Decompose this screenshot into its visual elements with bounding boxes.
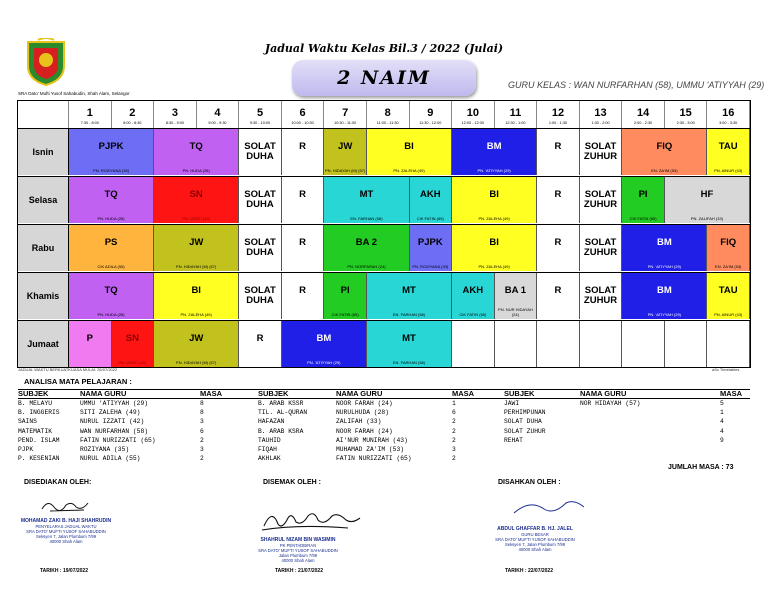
hours: 2 <box>452 436 456 444</box>
hours: 8 <box>200 409 204 417</box>
period-header <box>112 101 155 128</box>
lesson-teacher: EN. FARHAN (58) <box>392 312 426 317</box>
lesson-subject: PS <box>104 237 118 248</box>
lesson-subject: SOLAT ZUHUR <box>583 237 618 258</box>
subject-name: MATEMATIK <box>18 427 53 435</box>
lesson-subject: R <box>554 189 562 200</box>
lesson-subject: SN <box>189 189 203 200</box>
period-time: 3:00 - 3:30 <box>719 121 738 125</box>
day-row <box>18 320 750 367</box>
hours: 1 <box>720 409 724 417</box>
lesson-subject: SOLAT ZUHUR <box>583 285 618 306</box>
lesson-cell <box>580 177 623 223</box>
lesson-cell <box>410 177 453 223</box>
date-approved: TARIKH : 22/07/2022 <box>505 568 553 574</box>
class-teacher: GURU KELAS : WAN NURFARHAN (58), UMMU 'ATIYYAH (29) <box>508 80 765 90</box>
teacher-name: NURUL IZZATI (42) <box>80 418 145 426</box>
subject-name: PJPK <box>18 446 34 453</box>
lesson-subject: R <box>299 141 307 152</box>
lesson-subject: TQ <box>104 285 118 296</box>
lesson-subject: R <box>554 285 562 296</box>
stamp-checked: SHAHRUL NIZAM BIN WASIMIN PK PENTADBIRAN SRA DATO' MUFTI YUSOF SAHABUDDIN Jalan Plumbum 7/99 40000 Shah Alam <box>258 537 338 563</box>
lesson-teacher: PN. AINUR (43) <box>714 168 743 173</box>
lesson-teacher: CIK FATIN (65) <box>331 312 359 317</box>
subject-name: B. INGGERIS <box>18 409 60 417</box>
period-number: 8 <box>384 107 391 119</box>
lesson-teacher: CIK FATIN (65) <box>416 216 444 221</box>
lesson-teacher: PN. HUDA (28) <box>97 312 125 317</box>
lesson-subject: MT <box>359 189 374 200</box>
hours: 2 <box>452 427 456 435</box>
lesson-cell <box>452 321 495 367</box>
teacher-name: UMMU 'ATIYYAH (29) <box>80 400 149 407</box>
lesson-teacher: CIK FATIN (65) <box>629 216 657 221</box>
period-header <box>665 101 708 128</box>
lesson-subject: SOLAT ZUHUR <box>583 141 618 162</box>
period-time: 7:30 - 8:00 <box>80 121 99 125</box>
lesson-subject: R <box>256 333 264 344</box>
lesson-cell <box>69 273 154 319</box>
lesson-subject: BI <box>489 237 499 248</box>
lesson-subject: R <box>299 237 307 248</box>
lesson-cell <box>495 321 538 367</box>
period-header <box>580 101 623 128</box>
lesson-cell <box>69 129 154 175</box>
lesson-subject: TAU <box>718 285 738 296</box>
subject-col-header: SUBJEK <box>504 389 535 398</box>
lesson-cell <box>154 321 239 367</box>
period-number: 13 <box>594 107 607 119</box>
period-number: 5 <box>256 107 264 119</box>
lesson-subject: BA 2 <box>355 237 378 248</box>
period-number: 15 <box>679 107 692 119</box>
signature-3 <box>510 497 590 519</box>
signature-1 <box>38 495 98 517</box>
period-header <box>282 101 325 128</box>
subject-name: TAUHID <box>258 436 281 444</box>
lesson-teacher: EN. FARHAN (58) <box>392 360 426 365</box>
lesson-cell <box>324 225 409 271</box>
lesson-teacher: EN. ZA'IM (53) <box>715 264 742 269</box>
hours: 9 <box>720 436 724 444</box>
school-name: SRA Dato' Mufti Yusof Sahabudin, Shah Alam, Selangor <box>18 91 130 96</box>
period-time: 9:00 - 9:30 <box>208 121 227 125</box>
subject-name: P. KESENIAN <box>18 455 60 463</box>
period-number: 10 <box>466 107 479 119</box>
period-time: 12:00 - 12:30 <box>461 121 485 125</box>
lesson-cell <box>154 273 239 319</box>
subject-name: B. ARAB KSSR <box>258 400 304 407</box>
lesson-cell <box>707 273 750 319</box>
hours: 4 <box>720 418 724 426</box>
lesson-cell <box>239 225 282 271</box>
lesson-cell <box>707 321 750 367</box>
day-label: Selasa <box>18 177 69 223</box>
stamp-approved: ABDUL GHAFFAR B. HJ. JALEL GURU BESAR SRA DATO' MUFTI YUSOF SAHABUDDIN Seksyen 7, Jalan Plumbum 7/99 40000 Shah Alam <box>495 526 575 552</box>
hours: 2 <box>200 455 204 463</box>
hours: 2 <box>452 418 456 426</box>
lesson-subject: JW <box>189 237 204 248</box>
period-number: 9 <box>427 107 434 119</box>
period-time: 9:30 - 10:00 <box>249 121 271 125</box>
hours: 4 <box>720 427 724 435</box>
lesson-subject: SOLAT DUHA <box>244 141 276 162</box>
lesson-teacher: PN. ROZIYANA (33) <box>412 264 449 269</box>
period-time: 2:30 - 3:00 <box>676 121 695 125</box>
lesson-cell <box>367 273 452 319</box>
lesson-subject: JW <box>338 141 353 152</box>
prepared-by-label: DISEDIAKAN OLEH: <box>24 479 92 486</box>
period-header <box>622 101 665 128</box>
lesson-subject: JW <box>189 333 204 344</box>
lesson-cell <box>112 321 155 367</box>
lesson-subject: BA 1 <box>504 285 527 296</box>
hours: 2 <box>452 455 456 463</box>
lesson-subject: SOLAT DUHA <box>244 189 276 210</box>
lesson-cell <box>282 273 325 319</box>
period-header <box>324 101 367 128</box>
subject-name: SAINS <box>18 418 37 426</box>
lesson-cell <box>324 273 367 319</box>
lesson-subject: FIQ <box>720 237 737 248</box>
period-header <box>537 101 580 128</box>
subject-col-header: NAMA GURU <box>80 389 127 398</box>
period-header <box>495 101 538 128</box>
hours: 2 <box>200 436 204 444</box>
lesson-cell <box>452 129 537 175</box>
lesson-teacher: PN. 'ATIYYAH (29) <box>307 360 341 365</box>
teacher-name: WAN NURFARHAN (58) <box>80 427 149 435</box>
teacher-name: FATIN NURIZZATI (65) <box>336 455 412 463</box>
period-number: 2 <box>129 107 136 119</box>
lesson-teacher: PN. NUR HIDAYAH (24) <box>498 307 533 317</box>
subject-col-header: MASA <box>452 389 475 398</box>
hours: 1 <box>452 400 456 407</box>
lesson-cell <box>580 225 623 271</box>
lesson-teacher: PN. HIDAYAH (M) (57) <box>325 168 366 173</box>
teacher-name: AI'NUR MUNIRAH (43) <box>336 436 408 444</box>
period-header <box>154 101 197 128</box>
date-checked: TARIKH : 21/07/2022 <box>275 568 323 574</box>
lesson-cell <box>537 225 580 271</box>
day-row <box>18 272 750 319</box>
period-time: 2:00 - 2:30 <box>634 121 653 125</box>
subject-name: B. ARAB KSRA <box>258 427 304 435</box>
lesson-subject: PJPK <box>417 237 443 248</box>
subject-name: PEND. ISLAM <box>18 436 60 444</box>
period-number: 12 <box>551 107 565 119</box>
day-label: Isnin <box>18 129 69 175</box>
subject-name: REHAT <box>504 436 523 444</box>
period-time: 8:00 - 8:30 <box>123 121 142 125</box>
header-corner <box>18 101 69 128</box>
lesson-cell <box>537 177 580 223</box>
class-name: 2 NAIM <box>292 60 476 96</box>
period-header <box>707 101 750 128</box>
analysis-title: ANALISA MATA PELAJARAN : <box>24 377 132 386</box>
lesson-subject: BM <box>486 141 502 152</box>
lesson-cell <box>495 273 538 319</box>
lesson-cell <box>239 177 282 223</box>
lesson-subject: BI <box>404 141 414 152</box>
lesson-cell <box>154 129 239 175</box>
lesson-cell <box>69 177 154 223</box>
subject-name: TIL. AL-QURAN <box>258 409 308 417</box>
hours: 5 <box>720 400 724 407</box>
lesson-cell <box>622 177 665 223</box>
period-time: 1:00 - 1:30 <box>548 121 568 125</box>
lesson-teacher: PN. ZALEHA (49) <box>393 168 425 173</box>
lesson-subject: TQ <box>104 189 118 200</box>
lesson-teacher: PN. IZZATI (42) <box>118 360 147 365</box>
lesson-cell <box>622 273 707 319</box>
subject-col-header: SUBJEK <box>18 389 49 398</box>
subject-col-header: NAMA GURU <box>336 389 383 398</box>
lesson-subject: R <box>554 237 562 248</box>
checked-by-label: DISEMAK OLEH : <box>263 479 321 486</box>
period-header <box>69 101 112 128</box>
lesson-subject: R <box>299 189 307 200</box>
period-number: 14 <box>636 107 650 119</box>
lesson-teacher: PN. ZALEHA (49) <box>180 312 212 317</box>
period-header <box>410 101 453 128</box>
lesson-subject: R <box>299 285 307 296</box>
signature-2 <box>258 504 368 536</box>
lesson-teacher: PN. ZALEHA (49) <box>478 216 510 221</box>
timetable-grid <box>17 100 751 368</box>
lesson-cell <box>282 129 325 175</box>
period-header <box>197 101 240 128</box>
lesson-cell <box>324 129 367 175</box>
lesson-teacher: PN. HUDA (28) <box>97 216 125 221</box>
subject-name: SOLAT DUHA <box>504 418 542 426</box>
hours: 3 <box>200 418 204 426</box>
teacher-name: ZALIFAH (33) <box>336 418 382 426</box>
period-time: 10:00 - 10:30 <box>291 121 314 125</box>
subject-name: AKHLAK <box>258 455 281 463</box>
lesson-cell <box>69 321 112 367</box>
lesson-cell <box>282 177 325 223</box>
teacher-name: ROZIYANA (35) <box>80 446 130 453</box>
lesson-cell <box>367 129 452 175</box>
lesson-cell <box>282 225 325 271</box>
day-row <box>18 176 750 223</box>
lesson-subject: PJPK <box>98 141 124 152</box>
lesson-teacher: PN. ZALEHA (49) <box>478 264 510 269</box>
lesson-cell <box>580 129 623 175</box>
subject-col-header: SUBJEK <box>258 389 289 398</box>
lesson-cell <box>707 225 750 271</box>
lesson-subject: BM <box>656 237 672 248</box>
lesson-subject: TAU <box>718 141 738 152</box>
approved-by-label: DISAHKAN OLEH : <box>498 479 561 486</box>
hours: 6 <box>452 409 456 417</box>
lesson-cell <box>665 177 750 223</box>
teacher-name: MUHAMAD ZA'IM (53) <box>336 446 405 453</box>
period-time: 1:30 - 2:00 <box>591 121 610 125</box>
lesson-cell <box>537 321 580 367</box>
period-number: 1 <box>86 107 93 119</box>
lesson-cell <box>324 177 409 223</box>
period-header <box>239 101 282 128</box>
lesson-teacher: PN. IZZATI (42) <box>182 216 211 221</box>
subject-col-header: MASA <box>200 389 223 398</box>
lesson-cell <box>452 177 537 223</box>
lesson-cell <box>282 321 367 367</box>
lesson-cell <box>537 273 580 319</box>
lesson-subject: MT <box>402 333 416 344</box>
lesson-subject: TQ <box>189 141 203 152</box>
lesson-cell <box>622 225 707 271</box>
lesson-subject: MT <box>402 285 416 296</box>
lesson-teacher: PN. ROZIYANA (35) <box>93 168 130 173</box>
period-number: 4 <box>214 107 221 119</box>
lesson-cell <box>452 225 537 271</box>
period-header <box>452 101 495 128</box>
lesson-cell <box>367 321 452 367</box>
period-time: 11:00 - 11:30 <box>376 121 399 125</box>
stamp-prepared: MOHAMAD ZAKI B. HAJI SHAHRUDIN PENYELARAS JADUAL WAKTU SRA DATO' MUFTI YUSOF SAHABUDDIN Seksyen 7, Jalan Plumbum 7/99 40000 Shah Alam <box>20 518 112 544</box>
lesson-subject: BI <box>191 285 201 296</box>
period-time: 8:30 - 9:00 <box>165 121 184 125</box>
lesson-subject: HF <box>700 189 714 200</box>
lesson-teacher: EN. ZA'IM (53) <box>651 168 678 173</box>
hours: 6 <box>200 427 204 435</box>
teacher-name: NOOR FARAH (24) <box>336 427 393 435</box>
lesson-cell <box>239 321 282 367</box>
lesson-teacher: CIK FATIN (65) <box>459 312 487 317</box>
lesson-subject: FIQ <box>656 141 673 152</box>
lesson-cell <box>707 129 750 175</box>
period-number: 3 <box>171 107 178 119</box>
effective-date-note: JADUAL WAKTU BERKUATKUASA MULAI: 25/07/2022 <box>18 367 118 372</box>
lesson-subject: BM <box>316 333 332 344</box>
subject-name: FIQAH <box>258 446 277 453</box>
teacher-name: NURULHUDA (28) <box>336 409 389 417</box>
period-number: 11 <box>509 107 522 119</box>
lesson-subject: SOLAT DUHA <box>244 285 276 306</box>
hours: 3 <box>200 446 204 453</box>
lesson-cell <box>452 273 495 319</box>
lesson-cell <box>69 225 154 271</box>
lesson-subject: R <box>554 141 562 152</box>
lesson-teacher: CIK ADILA (55) <box>97 264 125 269</box>
lesson-cell <box>154 177 239 223</box>
lesson-cell <box>239 273 282 319</box>
day-row <box>18 128 750 175</box>
period-time: 12:30 - 1:00 <box>505 121 526 125</box>
total-hours: JUMLAH MASA : 73 <box>668 464 734 471</box>
teacher-name: SITI ZALEHA (49) <box>80 409 141 417</box>
timetable-title: Jadual Waktu Kelas Bil.3 / 2022 (Julai) <box>264 42 504 55</box>
lesson-subject: BI <box>489 189 499 200</box>
lesson-subject: SOLAT ZUHUR <box>583 189 618 210</box>
lesson-teacher: PN. 'ATIYYAH (29) <box>647 312 682 317</box>
lesson-teacher: PN. HUDA (28) <box>182 168 210 173</box>
lesson-cell <box>154 225 239 271</box>
lesson-subject: AKH <box>419 189 441 200</box>
teacher-name: NOR HIDAYAH (57) <box>580 400 641 407</box>
lesson-teacher: PN. HIDAYAH (M) (57) <box>176 360 217 365</box>
day-label: Jumaat <box>18 321 69 367</box>
subject-name: JAWI <box>504 400 520 407</box>
period-header <box>367 101 410 128</box>
subject-col-header: MASA <box>720 389 743 398</box>
software-credit: aSc Timetables <box>712 367 740 372</box>
lesson-subject: AKH <box>462 285 484 296</box>
lesson-cell <box>622 129 707 175</box>
lesson-subject: P <box>86 333 93 344</box>
lesson-cell <box>665 321 708 367</box>
day-label: Khamis <box>18 273 69 319</box>
lesson-cell <box>410 225 453 271</box>
subject-name: PERHIMPUNAN <box>504 409 546 417</box>
subject-name: SOLAT ZUHUR <box>504 427 546 435</box>
subject-name: B. MELAYU <box>18 400 53 407</box>
lesson-teacher: PN. 'ATIYYAH (29) <box>647 264 682 269</box>
lesson-teacher: PN. HIDAYAH (M) (57) <box>176 264 217 269</box>
lesson-subject: BM <box>656 285 672 296</box>
hours: 8 <box>200 400 204 407</box>
lesson-cell <box>537 129 580 175</box>
lesson-subject: SOLAT DUHA <box>244 237 276 258</box>
lesson-subject: PI <box>340 285 350 296</box>
subject-col-header: NAMA GURU <box>580 389 627 398</box>
lesson-teacher: PN. 'ATIYYAH (29) <box>477 168 511 173</box>
lesson-teacher: PN. NORFARAH (24) <box>347 264 386 269</box>
period-time: 11:30 - 12:00 <box>419 121 442 125</box>
lesson-cell <box>622 321 665 367</box>
lesson-cell <box>239 129 282 175</box>
teacher-name: NURUL ADILA (55) <box>80 455 141 463</box>
lesson-cell <box>580 273 623 319</box>
period-number: 6 <box>299 107 306 119</box>
teacher-name: FATIN NURIZZATI (65) <box>80 436 156 444</box>
lesson-subject: SN <box>125 333 139 344</box>
hours: 3 <box>452 446 456 453</box>
day-row <box>18 224 750 271</box>
period-number: 16 <box>722 107 735 119</box>
period-time: 10:30 - 11:00 <box>334 121 357 125</box>
date-prepared: TARIKH : 19/07/2022 <box>40 568 88 574</box>
lesson-teacher: PN. ZALIFAH (33) <box>690 216 724 221</box>
lesson-teacher: EN. FARHAN (58) <box>350 216 383 221</box>
day-label: Rabu <box>18 225 69 271</box>
lesson-cell <box>580 321 623 367</box>
subject-name: HAFAZAN <box>258 418 285 426</box>
lesson-subject: PI <box>638 189 648 200</box>
period-number: 7 <box>342 107 349 119</box>
teacher-name: NOOR FARAH (24) <box>336 400 393 407</box>
lesson-teacher: PN. AINUR (43) <box>714 312 743 317</box>
